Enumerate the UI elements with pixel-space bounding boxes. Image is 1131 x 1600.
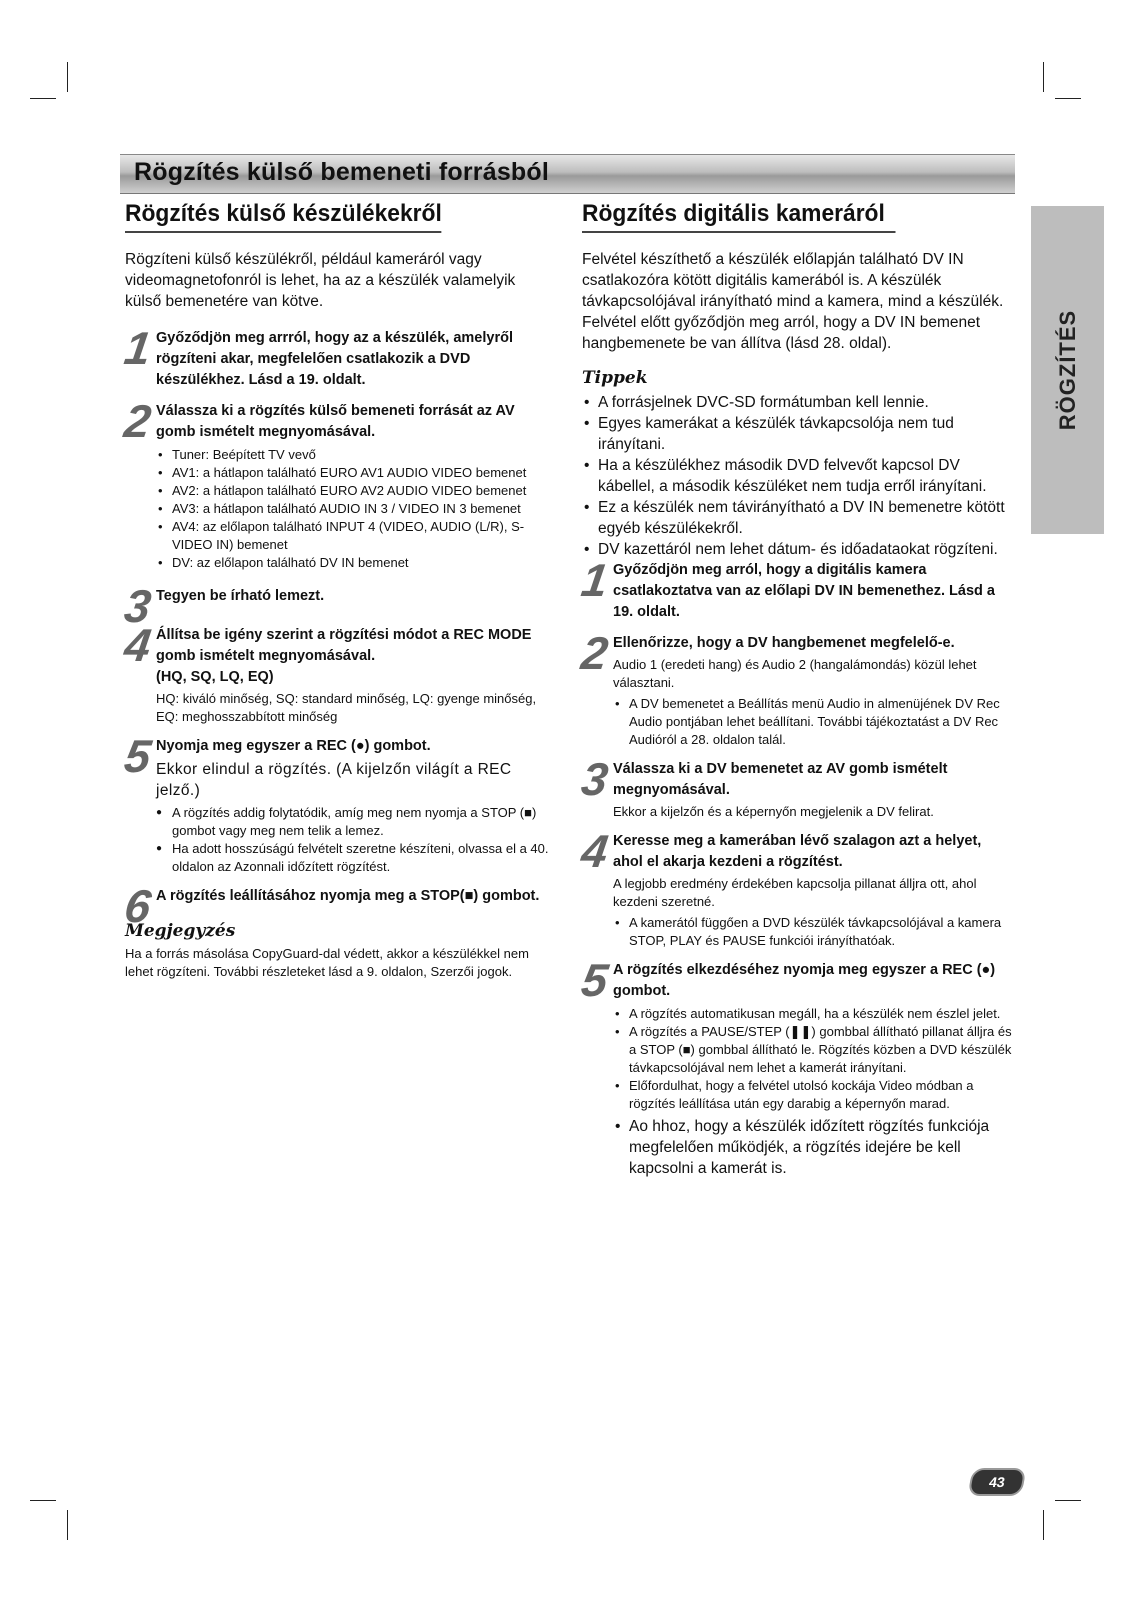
step-text: Ekkor a kijelzőn és a képernyőn megjelenik a DV felirat. [613,804,934,819]
left-step-4 [121,619,555,726]
step-number: 3 [578,753,612,805]
side-tab-label: RÖGZÍTÉS [1054,309,1080,431]
crop-mark [67,62,68,92]
tip-item: • Ez a készülék nem távirányítható a DV IN bemenetre kötött egyéb készülékekről. [582,497,1012,539]
step-title: Keresse meg a kamerában lévő szalagon azt a helyet, ahol el akarja kezdeni a rögzítést. [613,833,982,870]
step-title: Nyomja meg egyszer a REC (●) gombot. [156,738,431,754]
list-item: • A rögzítés a PAUSE/STEP (❚❚) gombbal állítható pillanat álljra és a STOP (■) gombbal állítható le. Rögzítés közben a DVD készülék távkapcsolójával nem lehet a kamerát irányítani. [613,1023,1012,1077]
list-item: • AV4: az előlapon található INPUT 4 (VIDEO, AUDIO (L/R), S-VIDEO IN) bemenet [156,518,555,554]
right-step-1 [578,554,1012,623]
step-number: 3 [121,580,155,632]
step-number: 5 [121,730,155,782]
list-item: • Előfordulhat, hogy a felvétel utolsó kockája Video módban a rögzítés leállítása után egy darabig a képernyőn marad. [613,1077,1012,1113]
step-number: 2 [578,627,612,679]
right-title: Rögzítés digitális kameráról [582,200,896,233]
step-title: Állítsa be igény szerint a rögzítési módot a REC MODE gomb ismételt megnyomásával. [156,627,532,664]
crop-mark [1043,62,1044,92]
step-number: 5 [578,954,612,1006]
tip-item: • Egyes kamerákat a készülék távkapcsolója nem tud irányítani. [582,413,1012,455]
step-title: Válassza ki a rögzítés külső bemeneti forrását az AV gomb ismételt megnyomásával. [156,403,515,440]
step-title: Válassza ki a DV bemenetet az AV gomb ismételt megnyomásával. [613,761,948,798]
right-step-5 [578,954,1012,1179]
list-item: • AV1: a hátlapon található EURO AV1 AUDIO VIDEO bemenet [156,464,555,482]
step-title: A rögzítés leállításához nyomja meg a STOP(■) gombot. [156,888,540,904]
list-item: • Tuner: Beépített TV vevő [156,446,555,464]
step-title: Ellenőrizze, hogy a DV hangbemenet megfelelő-e. [613,635,955,651]
step-bullets [613,695,1012,749]
left-step-1 [121,322,555,391]
right-step-2 [578,627,1012,749]
left-column [121,200,555,981]
list-item: • A kamerától függően a DVD készülék távkapcsolójával a kamera STOP, PLAY és PAUSE funkciói irányíthatóak. [613,914,1012,950]
crop-mark [1043,1510,1044,1540]
list-item: • Ao hhoz, hogy a készülék időzített rögzítés funkciója megfelelően működjék, a rögzítés idejére be kell kapcsolni a kamerát is. [613,1116,1012,1179]
step-number: 1 [578,554,612,606]
crop-mark [67,1510,68,1540]
step-title: Győződjön meg arról, hogy a digitális kamera csatlakoztatva van az előlapi DV IN bemenethez. Lásd a 19. oldalt. [613,562,995,620]
left-title: Rögzítés külső készülékekről [125,200,442,233]
step-text: Audio 1 (eredeti hang) és Audio 2 (hangalámondás) közül lehet választani. [613,657,977,690]
note-heading: Megjegyzés [125,921,236,941]
right-intro [582,249,1012,354]
right-intro-text-1: Felvétel készíthető a készülék előlapján található DV IN csatlakozóra kötött digitális kamerából is. A készülék távkapcsolójával irányítható mind a kamera, mind a készülék. [582,251,1004,310]
input-source-list [156,446,555,572]
step-number: 1 [121,322,155,374]
section-banner [120,154,1015,194]
page-number-badge: 43 [968,1468,1027,1496]
step-number: 2 [121,395,155,447]
step-number: 6 [121,880,155,932]
crop-mark [1055,1500,1081,1501]
crop-mark [1055,98,1081,99]
list-item: • AV2: a hátlapon található EURO AV2 AUDIO VIDEO bemenet [156,482,555,500]
left-step-3 [121,580,555,632]
list-item: • AV3: a hátlapon található AUDIO IN 3 / VIDEO IN 3 bemenet [156,500,555,518]
list-item: ● Ha adott hosszúságú felvételt szeretne készíteni, olvassa el a 40. oldalon az Azonnali időzített rögzítést. [156,840,555,876]
step-text: HQ: kiváló minőség, SQ: standard minőség, LQ: gyenge minőség, EQ: meghosszabbított minőség [156,691,537,724]
right-column [578,200,1012,1189]
crop-mark [30,98,56,99]
step-title: Tegyen be írható lemezt. [156,588,325,604]
step-bullets [613,914,1012,950]
step-title: Győződjön meg arrról, hogy az a készülék, amelyről rögzíteni akar, megfelelően csatlakozik a DVD készülékhez. Lásd a 19. oldalt. [156,330,513,388]
right-step-3 [578,753,1012,821]
step-bullets [156,804,555,876]
step-bullets [613,1005,1012,1113]
list-item: • A DV bemenetet a Beállítás menü Audio in almenüjének DV Rec Audio pontjában lehet beállítani. További tájékoztatást a DV Rec Audióról a 28. oldalon talál. [613,695,1012,749]
step-number: 4 [121,619,155,671]
banner-title: Rögzítés külső bemeneti forrásból [134,158,550,186]
side-tab [1031,206,1104,534]
tips-list [582,392,1012,560]
tip-item: • A forrásjelnek DVC-SD formátumban kell lennie. [582,392,1012,413]
left-step-2 [121,395,555,572]
tips-heading: Tippek [582,368,648,388]
list-item: • DV: az előlapon található DV IN bemenet [156,554,555,572]
right-step-4 [578,825,1012,950]
step-subtitle: (HQ, SQ, LQ, EQ) [156,669,274,685]
tip-item: • DV kazettáról nem lehet dátum- és időadataokat rögzíteni. [582,539,1012,560]
left-intro [125,249,555,312]
right-intro-text-2: Felvétel előtt győződjön meg arról, hogy a DV IN bemenet hangbemenete be van állítva (lásd 28. oldal). [582,314,981,352]
tip-item: • Ha a készülékhez második DVD felvevőt kapcsol DV kábellel, a második készüléket nem tudja erről irányítani. [582,455,1012,497]
crop-mark [30,1500,56,1501]
step-title: A rögzítés elkezdéséhez nyomja meg egyszer a REC (●) gombot. [613,962,996,999]
left-intro-text: Rögzíteni külső készülékről, például kameráról vagy videomagnetofonról is lehet, ha az a készülék valamelyik külső bemenetére van kötve. [125,251,516,310]
step-bullets-large [613,1116,1012,1179]
list-item: • A rögzítés automatikusan megáll, ha a készülék nem észlel jelet. [613,1005,1012,1023]
left-step-5 [121,730,555,876]
step-text: Ekkor elindul a rögzítés. (A kijelzőn világít a REC jelző.) [156,761,512,799]
step-text: A legjobb eredmény érdekében kapcsolja pillanat álljra ott, ahol kezdeni szeretné. [613,876,977,909]
step-number: 4 [578,825,612,877]
list-item: ● A rögzítés addig folytatódik, amíg meg nem nyomja a STOP (■) gombot vagy meg nem telik a lemez. [156,804,555,840]
note-text: Ha a forrás másolása CopyGuard-dal védett, akkor a készülékkel nem lehet rögzíteni. További részleteket lásd a 9. oldalon, Szerzői jogok. [125,946,529,979]
